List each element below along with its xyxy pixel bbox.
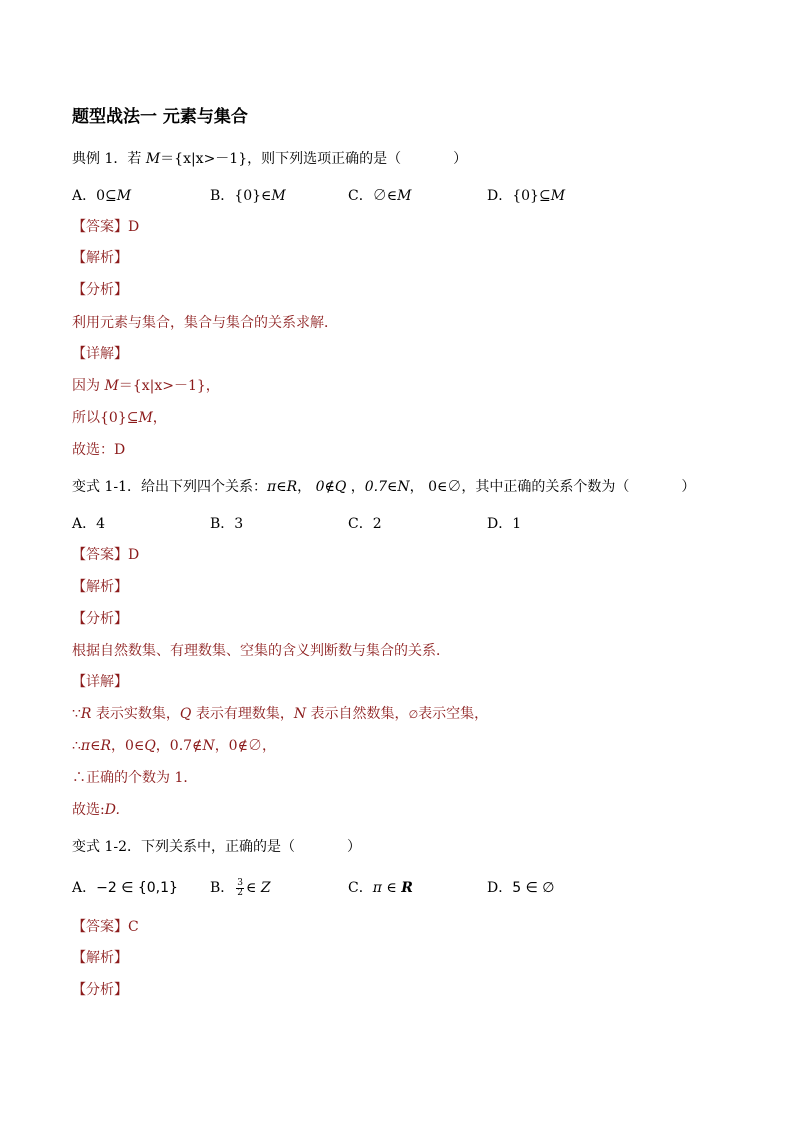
variant-1-1-step-1: ∵R 表示实数集，Q 表示有理数集，N 表示自然数集，∅表示空集，	[72, 706, 489, 722]
variant-1-1-conclusion: 故选:D.	[72, 802, 120, 818]
variant-1-2-jiexi-label: 【解析】	[72, 950, 128, 966]
variant-1-1-xiangjie-label: 【详解】	[72, 674, 128, 690]
example-1-step-2: 所以{0}⊆M，	[72, 410, 167, 426]
variant-1-2-answer: 【答案】C	[72, 919, 139, 935]
variant-1-1-jiexi-label: 【解析】	[72, 579, 128, 595]
variant-1-2-stem: 变式 1-2．下列关系中，正确的是（ ）	[72, 839, 361, 855]
option-c: C．∅∈M	[348, 188, 412, 204]
option-d: D．1	[487, 516, 522, 532]
example-1-jiexi-label: 【解析】	[72, 250, 128, 266]
option-a: A．0⊆M	[72, 188, 132, 204]
fraction-three-halves: $\frac{3}{2}$	[237, 877, 244, 898]
variant-1-1-stem: 变式 1-1．给出下列四个关系：π∈R， 0∉Q ，0.7∈N， 0∈∅，其中正确的关系个数为（ ）	[72, 479, 696, 495]
example-1-fenxi-label: 【分析】	[72, 282, 128, 298]
option-d: D．{0}⊆M	[487, 188, 566, 204]
variant-1-1-options	[0, 514, 794, 534]
option-a: A．−2 ∈ {0,1}	[72, 880, 178, 896]
example-1-stem: 典例 1．若 M＝{x|x>－1}，则下列选项正确的是（ ）	[72, 151, 468, 167]
variant-1-1-step-2: ∴π∈R，0∈Q，0.7∉N，0∉∅，	[72, 738, 276, 754]
option-b: B．{0}∈M	[210, 188, 286, 204]
example-1-step-1: 因为 M＝{x|x>－1}，	[72, 378, 220, 394]
variant-1-1-answer: 【答案】D	[72, 547, 140, 563]
example-1-analysis: 利用元素与集合，集合与集合的关系求解．	[72, 315, 338, 331]
option-b: B． $\frac{3}{2}$ ∈ Z	[210, 877, 271, 898]
section-title: 题型战法一 元素与集合	[72, 107, 248, 127]
option-a: A．4	[72, 516, 106, 532]
variant-1-1-fenxi-label: 【分析】	[72, 611, 128, 627]
variant-1-2-options	[0, 878, 794, 898]
option-d: D．5 ∈ ∅	[487, 880, 555, 896]
option-c: C．π ∈ R	[348, 880, 413, 896]
option-b: B．3	[210, 516, 244, 532]
variant-1-1-analysis: 根据自然数集、有理数集、空集的含义判断数与集合的关系．	[72, 643, 450, 659]
option-c: C．2	[348, 516, 382, 532]
example-1-options	[0, 186, 794, 206]
example-1-xiangjie-label: 【详解】	[72, 346, 128, 362]
variant-1-2-fenxi-label: 【分析】	[72, 982, 128, 998]
example-1-answer: 【答案】D	[72, 219, 140, 235]
example-1-conclusion: 故选：D	[72, 442, 126, 458]
variant-1-1-step-3: ∴正确的个数为 1．	[72, 770, 198, 786]
